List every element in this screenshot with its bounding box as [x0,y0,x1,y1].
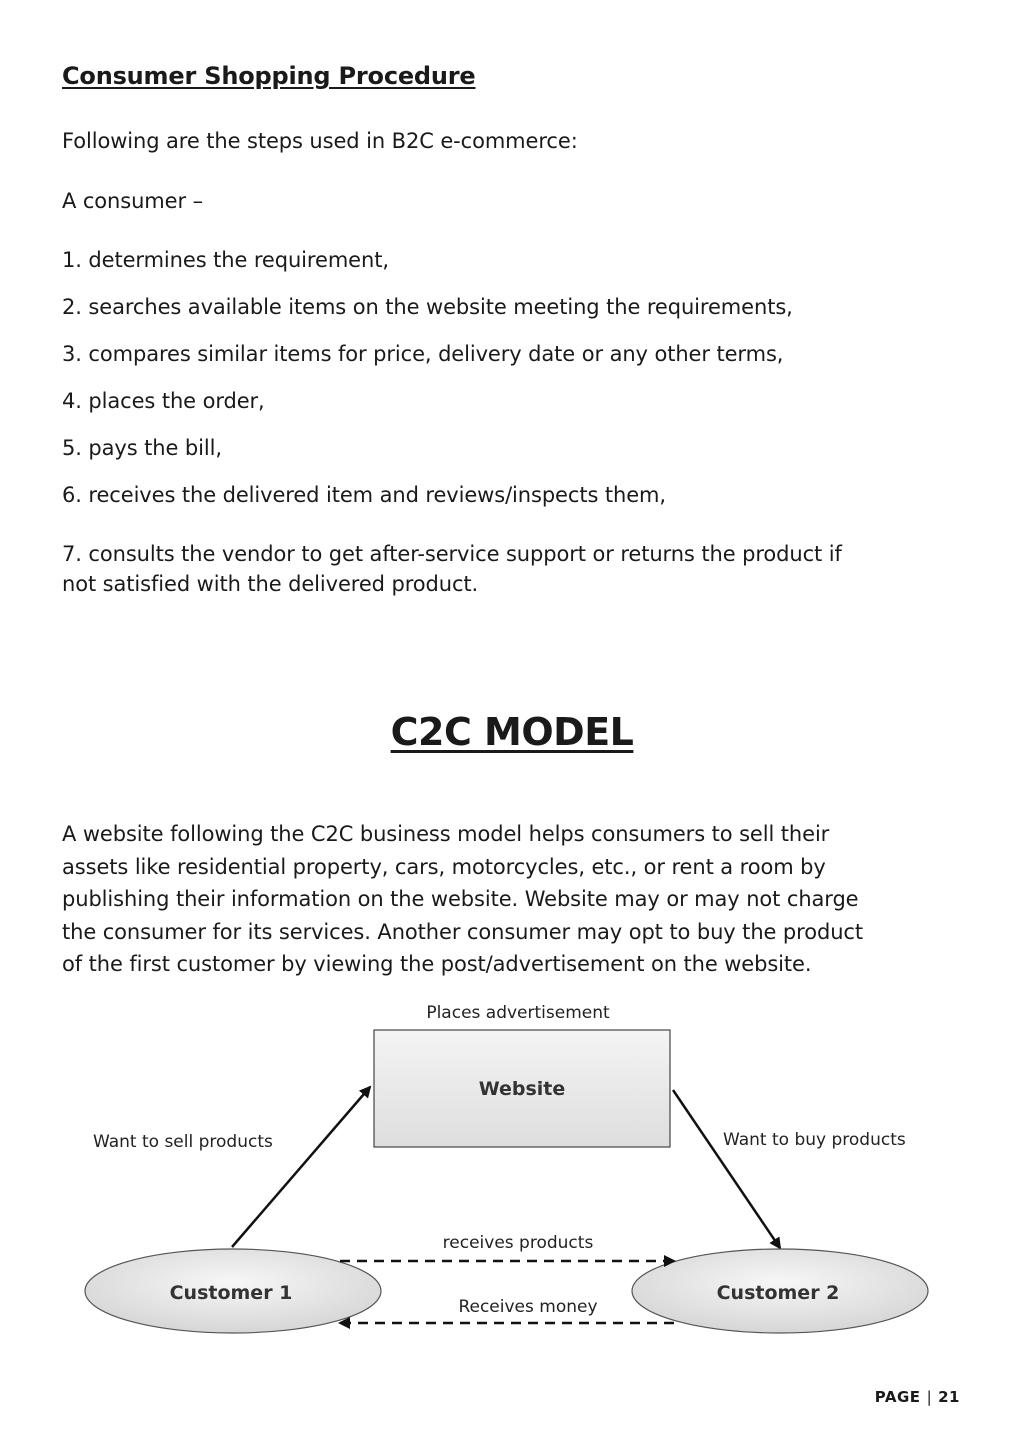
paragraph-line: publishing their information on the website. Website may or may not charge [62,887,859,911]
page-footer [875,1388,960,1406]
want-to-buy-label: Want to buy products [723,1130,906,1150]
list-item: 6. receives the delivered item and reviews/inspects them, [62,483,666,507]
list-item: 2. searches available items on the website meeting the requirements, [62,295,793,319]
website-label: Website [478,1078,566,1100]
paragraph-line: the consumer for its services. Another consumer may opt to buy the product [62,919,863,944]
list-item: 4. places the order, [62,389,265,413]
page-label: PAGE [874,1388,921,1406]
receives-money-label: Receives money [458,1297,598,1317]
lead-text: A consumer – [62,189,203,213]
paragraph-line: A website following the C2C business model helps consumers to sell their [62,822,830,846]
paragraph-line: of the first customer by viewing the post/advertisement on the website. [62,952,812,976]
receives-products-label: receives products [442,1233,594,1253]
list-item-continuation: not satisfied with the delivered product. [62,572,479,596]
list-item: 7. consults the vendor to get after-service support or returns the product if [62,542,842,566]
page-separator: | [926,1388,933,1406]
buy-arrow [673,1090,780,1248]
section-heading: Consumer Shopping Procedure [62,62,476,90]
list-item: 1. determines the requirement, [62,248,389,272]
intro-text: Following are the steps used in B2C e-commerce: [62,129,578,153]
customer-2-label: Customer 2 [716,1282,840,1304]
c2c-paragraph [62,818,962,981]
want-to-sell-label: Want to sell products [93,1132,273,1152]
list-item: 5. pays the bill, [62,436,222,460]
customer-1-label: Customer 1 [169,1282,293,1304]
sell-arrow [232,1087,370,1247]
c2c-diagram [0,990,1024,1360]
c2c-title: C2C MODEL [390,710,634,754]
places-advertisement-label: Places advertisement [426,1003,610,1023]
list-item: 3. compares similar items for price, delivery date or any other terms, [62,342,784,366]
page-number: 21 [938,1388,960,1406]
paragraph-line: assets like residential property, cars, motorcycles, etc., or rent a room by [62,854,826,879]
